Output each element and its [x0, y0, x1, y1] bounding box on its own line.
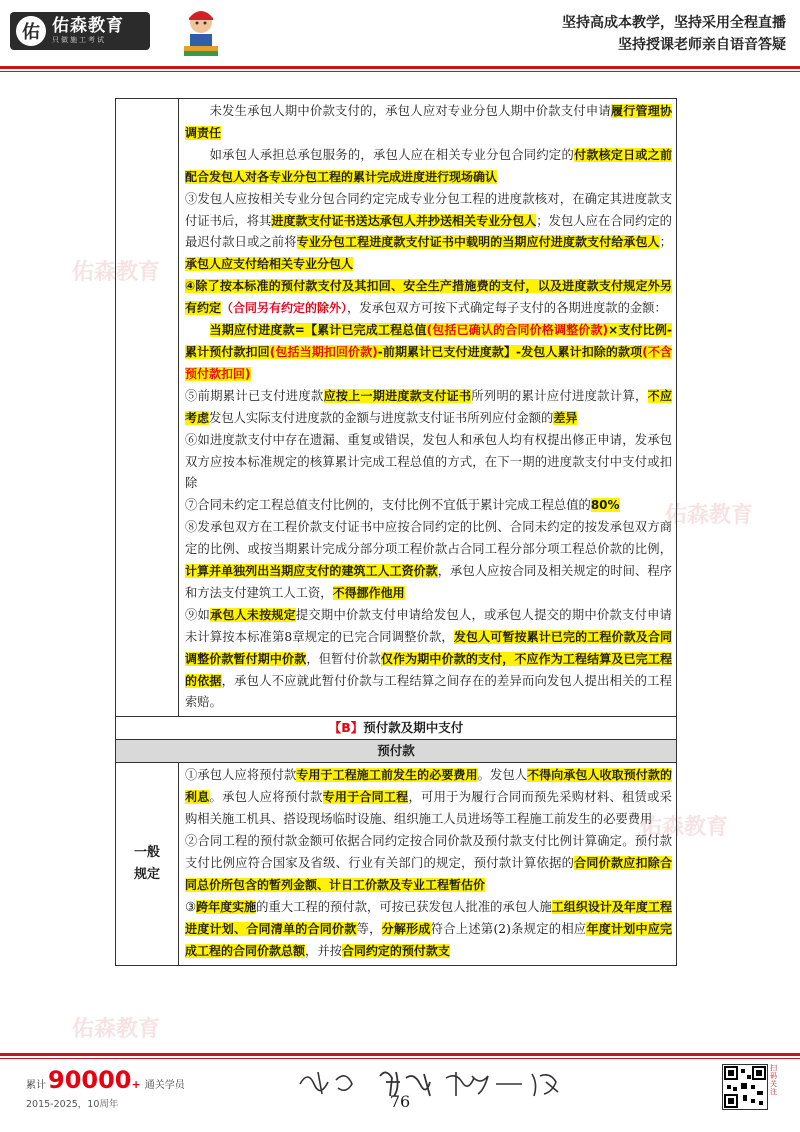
paragraph: ②合同工程的预付款金额可依据合同约定按合同价款及预付款支付比例计算确定。预付款支付比例应符合国家及省级、行业有关部门的规定，预付款计算依据的合同价款应扣除合同总价所包含的暂列金额、计日工价款及专业工程暂估价: [185, 834, 672, 892]
qr-code-icon[interactable]: [722, 1064, 768, 1110]
count-prefix: 累计: [26, 1080, 46, 1091]
section-title: 预付款及期中支付: [363, 720, 464, 736]
count-plus: +: [131, 1078, 141, 1091]
paragraph: ⑤前期累计已支付进度款应按上一期进度款支付证书所列明的累计应付进度款计算，不应考虑发包人实际支付进度款的金额与进度款支付证书所列应付金额的差异: [185, 388, 672, 425]
slogan-line-2: 坚持授课老师亲自语音答疑: [618, 37, 786, 53]
paragraph: ⑧发承包双方在工程价款支付证书中应按合同约定的比例、合同未约定的按发承包双方商定的比例、或按当期累计完成分部分项工程价款占合同工程分部分项工程总价款的比例，计算并单独列出当期应支付的建筑工人工资价款，承包人应按合同及相关规定的时间、程序和方法支付建筑工人工资，不得挪作他用: [185, 520, 672, 600]
table-content-cell: [179, 99, 677, 717]
subsection-heading: 预付款: [116, 740, 677, 763]
footer-rule: [0, 1053, 800, 1056]
page-header: [0, 0, 800, 64]
section-heading: [116, 717, 677, 740]
paragraph: ③跨年度实施的重大工程的预付款，可按已获发包人批准的承包人施工组织设计及年度工程进度计划、合同清单的合同价款等，分解形成符合上述第(2)条规定的相应年度计划中应完成工程的合同价款总额，并按合同约定的预付款支: [185, 899, 672, 958]
watermark: 佑森教育: [72, 1017, 161, 1042]
paragraph: ⑥如进度款支付中存在遗漏、重复或错误，发包人和承包人均有权提出修正申请，发承包双方应按本标准规定的核算累计完成工程总值的方式，在下一期的进度款支付中支付或扣除: [185, 432, 672, 491]
brand-logo: [10, 12, 150, 50]
logo-mark: 佑: [16, 16, 46, 46]
paragraph: ③发包人应按相关专业分包合同约定完成专业分包工程的进度款核对，在确定其进度款支付证书后，将其进度款支付证书送达承包人并抄送相关专业分包人；发包人应在合同约定的最迟付款日或之前将专业分包工程进度款支付证书中载明的当期应付进度款支付给承包人；承包人应支付给相关专业分包人: [185, 191, 672, 272]
mascot-icon: [178, 8, 224, 58]
header-slogan: [562, 12, 786, 56]
row-label-general: 一般规定: [116, 763, 179, 965]
header-rule-thin: [0, 71, 800, 72]
table-content-cell: [179, 763, 677, 965]
paragraph: ⑦合同未约定工程总值支付比例的，支付比例不宜低于累计完成工程总值的80%: [185, 498, 620, 513]
logo-subtitle: 只做施工考试: [52, 36, 106, 44]
anniversary-years: 2015-2025，10周年: [26, 1099, 119, 1110]
section-tag: 【B】: [328, 720, 364, 736]
watermark: 佑森教育: [665, 503, 754, 528]
paragraph: ④除了按本标准的预付款支付及其扣回、安全生产措施费的支付，以及进度款支付规定外另有约定（合同另有约定的除外），发承包双方可按下式确定每子支付的各期进度款的金额：: [185, 279, 672, 316]
content-table: [115, 98, 677, 966]
qr-caption: 扫码关注: [770, 1064, 777, 1096]
logo-name: 佑森教育: [52, 16, 124, 36]
student-count: 90000: [48, 1066, 132, 1094]
watermark: 佑森教育: [72, 260, 161, 285]
header-rule: [0, 66, 800, 69]
slogan-line-1: 坚持高成本教学，坚持采用全程直播: [562, 15, 786, 31]
paragraph: 未发生承包人期中价款支付的，承包人应对专业分包人期中价款支付申请履行管理协调责任: [185, 104, 672, 140]
count-suffix: 通关学员: [144, 1080, 185, 1091]
footer-stats: [26, 1066, 185, 1110]
paragraph: ①承包人应将预付款专用于工程施工前发生的必要费用。发包人不得向承包人收取预付款的利息。承包人应将预付款专用于合同工程，可用于为履行合同而预先采购材料、租赁或采购相关施工机具、搭设现场临时设施、组织施工人员进场等工程施工前发生的必要费用: [185, 768, 672, 827]
paragraph: 如承包人承担总承包服务的，承包人应在相关专业分包合同约定的付款核定日或之前配合发包人对各专业分包工程的累计完成进度进行现场确认: [185, 147, 672, 184]
page-number: 76: [389, 1092, 411, 1111]
paragraph: ⑨如承包人未按规定提交期中价款支付申请给发包人，或承包人提交的期中价款支付申请未计算按本标准第8章规定的已完合同调整价款，发包人可暂按累计已完的工程价款及合同调整价款暂付期中价款，但暂付价款仅作为期中价款的支付，不应作为工程结算及已完工程的依据，承包人不应就此暂付价款与工程结算之间存在的差异而向发包人提出相关的工程索赔。: [185, 607, 672, 710]
watermark: 佑森教育: [640, 815, 729, 840]
footer-rule-thin: [0, 1058, 800, 1059]
formula: 当期应付进度款=【累计已完成工程总值(包括已确认的合同价格调整价款)×支付比例-累计预付款扣回(包括当期扣回价款)-前期累计已支付进度款】-发包人累计扣除的款项(不含预付款扣回): [185, 323, 672, 381]
handwritten-signature: [296, 1062, 576, 1102]
table-label-cell: [116, 99, 179, 717]
